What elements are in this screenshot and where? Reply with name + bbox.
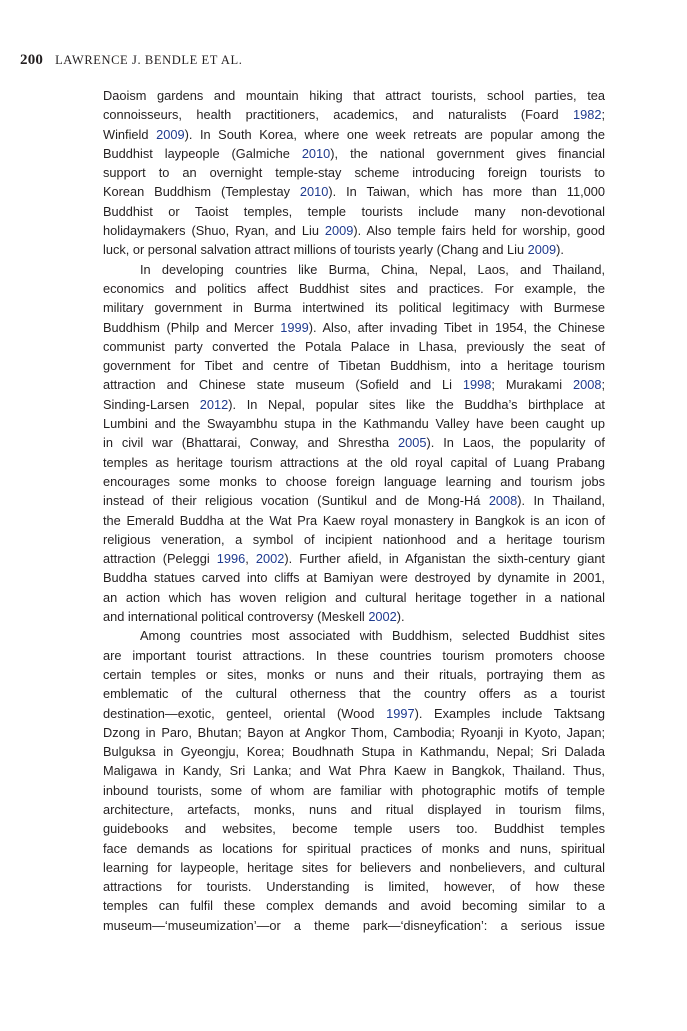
text-run: ), the national government gives financial <box>330 145 605 161</box>
text-run: attractions for tourists. Understanding is limited, however, of how these <box>103 879 605 895</box>
text-run: emblematic of the cultural otherness that the country offers as a tourist <box>103 686 605 702</box>
text-line <box>103 588 605 607</box>
text-line <box>103 607 605 626</box>
text-line <box>103 761 605 780</box>
text-run: learning for laypeople, heritage sites for believers and nonbelievers, and cultural <box>103 859 605 875</box>
text-run: In developing countries like Burma, China, Nepal, Laos, and Thailand, <box>140 261 605 277</box>
running-head <box>20 52 242 72</box>
text-line <box>103 279 605 298</box>
text-run: Buddhism (Philp and Mercer <box>103 319 281 335</box>
text-run: inbound tourists, some of whom are familiar with photographic motifs of temple <box>103 782 605 798</box>
text-run: communist party converted the Potala Palace in Lhasa, previously the seat of <box>103 338 605 354</box>
text-line <box>103 453 605 472</box>
text-run: certain temples or sites, monks or nuns and their rituals, portraying them as <box>103 666 605 682</box>
citation-year-link[interactable]: 1997 <box>386 705 415 721</box>
text-line <box>103 684 605 703</box>
text-run: ; Murakami <box>491 377 573 393</box>
text-line <box>103 511 605 530</box>
text-run: Daoism gardens and mountain hiking that attract tourists, school parties, tea <box>103 88 605 103</box>
text-run: Winfield <box>103 126 157 142</box>
text-run: ). In Nepal, popular sites like the Buddha’s birthplace at <box>228 396 605 412</box>
text-line <box>103 144 605 163</box>
text-run: Maligawa in Kandy, Sri Lanka; and Wat Phra Kaew in Bangkok, Thailand. Thus, <box>103 763 605 779</box>
text-run: Lumbini and the Swayambhu stupa in the Kathmandu Valley have been caught up <box>103 416 605 432</box>
text-run: temples as heritage tourism attractions at the old royal capital of Luang Prabang <box>103 454 605 470</box>
text-line <box>103 182 605 201</box>
text-run: museum—‘museumization’—or a theme park—‘disneyfication’: a serious issue <box>103 917 605 933</box>
text-run: encourages some monks to choose foreign language learning and tourism jobs <box>103 473 605 489</box>
text-line <box>103 549 605 568</box>
text-run: Sinding-Larsen <box>103 396 200 412</box>
text-run: the Emerald Buddha at the Wat Pra Kaew royal monastery in Bangkok is an icon of <box>103 512 605 528</box>
citation-year-link[interactable]: 2002 <box>255 551 285 567</box>
text-line <box>103 337 605 356</box>
text-line <box>103 858 605 877</box>
text-line <box>103 414 605 433</box>
citation-year-link[interactable]: 1998 <box>462 377 492 393</box>
text-line <box>103 646 605 665</box>
text-run: military government in Burma intertwined its political legitimacy with Burmese <box>103 300 605 316</box>
citation-year-link[interactable]: 2005 <box>398 435 427 451</box>
text-line <box>103 318 605 337</box>
text-run: ). In Thailand, <box>517 493 605 509</box>
text-run: luck, or personal salvation attract millions of tourists yearly (Chang and Liu <box>103 242 528 258</box>
text-line <box>103 472 605 491</box>
text-run: an action which has woven religion and cultural heritage together in a national <box>103 589 605 605</box>
text-run: Buddhist laypeople (Galmiche <box>103 145 302 161</box>
citation-year-link[interactable]: 2002 <box>368 609 397 625</box>
text-line <box>103 202 605 221</box>
text-run: face demands as locations for spiritual practices of monks and nuns, spiritual <box>103 840 605 856</box>
citation-year-link[interactable]: 1982 <box>572 107 602 123</box>
text-line <box>103 626 605 645</box>
citation-year-link[interactable]: 1996 <box>216 551 246 567</box>
text-run: in civil war (Bhattarai, Conway, and Shrestha <box>103 435 399 451</box>
text-run: attraction (Peleggi <box>103 551 217 567</box>
text-line <box>103 221 605 240</box>
text-line <box>103 916 605 935</box>
page-number: 200 <box>20 52 44 68</box>
text-line <box>103 163 605 182</box>
text-run: ). In South Korea, where one week retreats are popular among the <box>184 126 605 142</box>
text-run: ; <box>601 107 605 123</box>
citation-year-link[interactable]: 2010 <box>301 145 331 161</box>
text-run: architecture, artefacts, monks, nuns and ritual displayed in tourism films, <box>103 801 605 817</box>
text-run: destination—exotic, genteel, oriental (Wood <box>103 705 387 721</box>
text-run: ). <box>396 609 405 625</box>
text-line <box>103 665 605 684</box>
text-run: holidaymakers (Shuo, Ryan, and Liu <box>103 223 325 239</box>
citation-year-link[interactable]: 2009 <box>324 223 354 239</box>
text-line <box>103 877 605 896</box>
text-line <box>103 356 605 375</box>
text-line <box>103 800 605 819</box>
text-line <box>103 530 605 549</box>
text-line <box>103 260 605 279</box>
text-run: Dzong in Paro, Bhutan; Bayon at Angkor Thom, Cambodia; Ryoanji in Kyoto, Japan; <box>103 724 605 740</box>
text-line <box>103 723 605 742</box>
text-run: instead of their religious vocation (Suntikul and de Mong-Há <box>103 493 489 509</box>
text-run: Among countries most associated with Buddhism, selected Buddhist sites <box>140 628 605 644</box>
text-run: ). <box>556 242 564 258</box>
text-line <box>103 375 605 394</box>
text-run: , <box>245 551 256 567</box>
running-title: LAWRENCE J. BENDLE ET AL. <box>55 53 243 67</box>
text-run: Buddha statues carved into cliffs at Bamiyan were destroyed by dynamite in 2001, <box>103 570 605 586</box>
text-run: ). Also, after invading Tibet in 1954, the Chinese <box>308 319 605 335</box>
text-run: ). In Taiwan, which has more than 11,000 <box>328 184 605 200</box>
text-line <box>103 896 605 915</box>
text-line <box>103 86 605 105</box>
text-line <box>103 395 605 414</box>
citation-year-link[interactable]: 2009 <box>527 242 557 258</box>
text-line <box>103 125 605 144</box>
text-line <box>103 568 605 587</box>
citation-year-link[interactable]: 2010 <box>299 184 329 200</box>
text-run: ). Further afield, in Afganistan the sixth-century giant <box>284 551 605 567</box>
text-line <box>103 819 605 838</box>
text-run: ). Also temple fairs held for worship, good <box>353 223 606 239</box>
text-line <box>103 704 605 723</box>
text-run: are important tourist attractions. In these countries tourism promoters choose <box>103 647 605 663</box>
text-run: religious veneration, a symbol of incipient nationhood and a heritage tourism <box>103 531 605 547</box>
text-run: and international political controversy (Meskell <box>103 609 369 625</box>
citation-year-link[interactable]: 2012 <box>199 396 229 412</box>
text-line <box>103 742 605 761</box>
text-run: temples can fulfil these complex demands and avoid becoming similar to a <box>103 898 605 914</box>
citation-year-link[interactable]: 1999 <box>280 319 309 335</box>
text-run: ; <box>601 377 605 393</box>
text-run: Bulguksa in Gyeongju, Korea; Boudhnath Stupa in Kathmandu, Nepal; Sri Dalada <box>103 744 605 760</box>
text-line <box>103 240 605 259</box>
text-line <box>103 491 605 510</box>
text-run: support to an overnight temple-stay scheme introducing foreign tourists to <box>103 165 605 181</box>
text-line <box>103 298 605 317</box>
text-line <box>103 839 605 858</box>
text-run: economics and politics affect Buddhist sites and practices. For example, the <box>103 280 605 296</box>
text-run: guidebooks and websites, become temple users too. Buddhist temples <box>103 821 605 837</box>
text-line <box>103 781 605 800</box>
text-line <box>103 433 605 452</box>
text-run: Buddhist or Taoist temples, temple tourists include many non-devotional <box>103 203 605 219</box>
text-run: ). In Laos, the popularity of <box>426 435 605 451</box>
body-text <box>103 86 605 935</box>
text-run: ). Examples include Taktsang <box>414 705 605 721</box>
text-run: attraction and Chinese state museum (Sofield and Li <box>103 377 463 393</box>
text-line <box>103 105 605 124</box>
citation-year-link[interactable]: 2009 <box>156 126 185 142</box>
text-run: Korean Buddhism (Templestay <box>103 184 300 200</box>
text-run: government for Tibet and centre of Tibetan Buddhism, into a heritage tourism <box>103 358 605 374</box>
citation-year-link[interactable]: 2008 <box>488 493 518 509</box>
text-run: connoisseurs, health practitioners, academics, and naturalists (Foard <box>103 107 573 123</box>
citation-year-link[interactable]: 2008 <box>572 377 602 393</box>
